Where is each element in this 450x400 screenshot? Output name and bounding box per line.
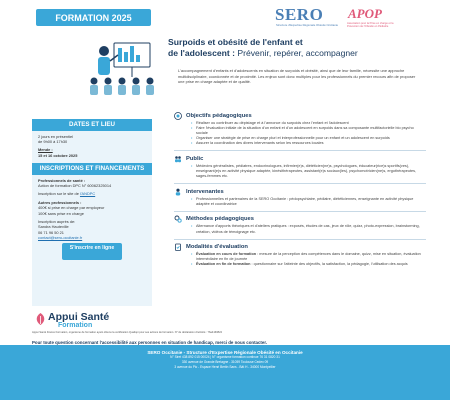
list-item: • Faire l'évaluation initiale de la situation d'un enfant et d'un adolescent en surpoids dans sa composante multifactorielle bio psycho sociale (196, 126, 426, 136)
eval-during-label: Évaluation en cours de formation (196, 252, 257, 257)
list-item: • Assurer la coordination des divers intervenants selon les ressources locales (196, 141, 426, 146)
inscriptions-body (32, 175, 152, 263)
register-online-button[interactable]: S'inscrire en ligne (62, 243, 122, 260)
title-line-2: de l'adolescent : (168, 47, 238, 58)
list-item: • Alternance d'apports théoriques et d'ateliers pratiques : exposés, études de cas, jeux de rôle, quizz, photo-expression, brainstorming, création, vidéos de témoignage etc. (196, 224, 426, 234)
autres-text-1: 400€ si prise en charge par employeur (38, 205, 105, 211)
prof-site-text: Inscription sur le site de (38, 191, 80, 197)
page-title (168, 37, 424, 58)
apop-logo (346, 4, 394, 30)
apop-logo-subtitle: Association pour la Prise en charge et la Prévention de l'Obésité en Pédiatrie (347, 22, 394, 28)
dates-city: Mende : (38, 147, 53, 153)
brochure-page (28, 4, 424, 397)
divider (174, 183, 426, 184)
dates-body (32, 131, 152, 162)
info-sidebar (32, 119, 152, 306)
sero-logo (275, 4, 341, 30)
intervenantes-section (174, 188, 426, 207)
gears-icon (174, 215, 182, 223)
list-item: • Organiser une stratégie de prise en charge pluri et interprofessionnelle pour un enfant et un adolescent en surpoids (196, 136, 426, 141)
public-section (174, 155, 426, 179)
list-item: • Réaliser ou contribuer au dépistage et à l'annonce du surpoids chez l'enfant et l'adolescent (196, 121, 426, 126)
eval-end-label: Évaluation en fin de formation (196, 262, 251, 267)
sero-logo-subtitle: Structure d'Expertise Régionale Obésité Occitanie (276, 23, 339, 27)
formation-badge: FORMATION 2025 (36, 9, 151, 26)
intervenantes-heading: Intervenantes (186, 188, 224, 195)
contact-name: Sandra Hauteville (38, 224, 69, 230)
appui-logo-word-2: Formation (58, 322, 93, 329)
list-item: • Professionnelles et partenaires de la SERO Occitanie : pédopsychiatre, pédiatre, diététiciennes, enseignante en activité physique adaptée et coordinatrice (196, 197, 426, 207)
apop-logo-word: APOP (348, 6, 382, 21)
divider (174, 150, 426, 151)
footer-org-name: SERO Occitanie - Structure d'Expertise Régionale Obésité en Occitanie (147, 350, 303, 355)
contact-phone: 06 71 96 50 21 (38, 229, 64, 235)
target-icon (174, 112, 182, 120)
divider (174, 239, 426, 240)
andpc-link[interactable]: l'ANDPC (79, 191, 96, 197)
prof-label: Professionnels de santé : (38, 177, 86, 183)
footer-address-1: 330 avenue de Grande Bretagne - 31059 Toulouse Cedex 09 (181, 360, 269, 364)
footer-siret: N° Siret 438 892 015 00024 | N° organisme formation continue 76 31 0820 31 (170, 355, 280, 359)
prof-text: Action de formation DPC N° 60062325014 (38, 183, 112, 189)
inscriptions-heading: INSCRIPTIONS ET FINANCEMENTS (32, 163, 152, 175)
evaluation-heading: Modalités d'évaluation (186, 244, 248, 251)
eval-end-text: : questionnaire sur l'atteinte des objectifs, la satisfaction, la pédagogie, l'utilisation des acquis (250, 262, 408, 267)
contact-label: Inscription auprès de: (38, 219, 76, 225)
autres-text-2: 100€ sans prise en charge (38, 210, 84, 216)
public-heading: Public (186, 155, 204, 162)
eval-during-text: : mesure de la perception des compétences dans le domaine, quizz, mise en situation, évaluation intermédiaire en fin de journée (196, 252, 421, 262)
divider (174, 211, 426, 212)
title-line-1: Surpoids et obésité de l'enfant et (168, 37, 303, 47)
list-item (196, 252, 426, 262)
dates-line-1: 2 jours en présentiel (38, 133, 74, 139)
accessibility-notice: Pour toute question concernant l'accessibilité aux personnes en situation de handicap, merci de nous contacter. (32, 340, 268, 345)
footer-bar (0, 345, 450, 400)
objectives-section (174, 112, 426, 146)
footer-address-2: 3 avenue du Pic - Espace Henri Bertin Sans - Bât H - 34000 Montpellier (174, 365, 276, 369)
objectives-heading: Objectifs pédagogiques (186, 113, 252, 119)
evaluation-section (174, 243, 426, 267)
contact-email-link[interactable]: contact@sero-occitanie.fr (38, 235, 83, 241)
legal-notice: Appui Santé France Formation, organisme de formation ayant obtenu la certification Qualiopi pour ses actions de formation. N° de déclaration d'activité : 76a4160824 (32, 331, 222, 334)
group-icon (174, 155, 182, 163)
appui-leaf-icon (34, 312, 47, 326)
sero-logo-word: SERO (275, 5, 324, 24)
list-item: • Médecins généralistes, pédiatres, endocrinologues, infirmier(e)s, diététicien(ne)s, psychologues, éducateur(rice)s sportifs(ves), enseignant(e)s en activité physique adaptée, kinésithérapeutes, assistant(e)s sociaux(les), psychomotricien(ne)s, ergothérapeutes, sages-femmes etc. (196, 164, 426, 179)
presenter-illustration (84, 37, 164, 97)
speaker-icon (174, 188, 182, 196)
main-content (174, 112, 426, 271)
title-line-3: Prévenir, repérer, accompagner (237, 47, 358, 58)
clipboard-check-icon (174, 243, 182, 251)
methods-section (174, 215, 426, 234)
list-item (196, 262, 426, 267)
dates-line-2: de 9h00 à 17h30 (38, 138, 68, 144)
dates-date: 15 et 16 octobre 2025 (38, 152, 78, 158)
methods-heading: Méthodes pédagogiques (186, 216, 254, 223)
dates-heading: DATES ET LIEU (32, 119, 152, 131)
appui-logo-word-1: Appui Santé (48, 311, 110, 323)
intro-paragraph: L'accompagnement d'enfants et d'adolescents en situation de surpoids et obésité, ainsi que de leur famille, nécessite une approche multidisciplinaire, coordonnée et de proximité. Les enjeux sont donc multiples pour les professionnels du premier recours afin de proposer une prise en charge adaptée et de qualité. (178, 68, 416, 84)
autres-label: Autres professionnels : (38, 199, 82, 205)
